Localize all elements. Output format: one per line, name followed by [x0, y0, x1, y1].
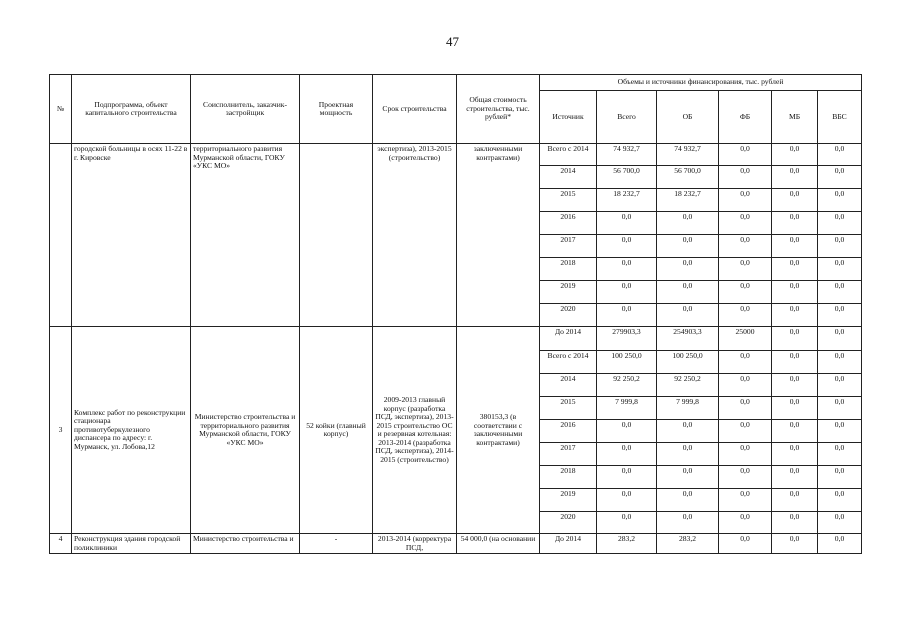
cell-vbs: 0,0: [818, 466, 862, 489]
cell-mb: 0,0: [772, 166, 818, 189]
cell-total: 92 250,2: [597, 374, 657, 397]
cell-mb: 0,0: [772, 212, 818, 235]
cell-source: 2020: [540, 304, 597, 327]
cell-total: 56 700,0: [597, 166, 657, 189]
cell-capacity: -: [300, 534, 373, 554]
header-subprogram: Подпрограмма, объект капитального строительства: [72, 75, 191, 144]
cell-total: 0,0: [597, 304, 657, 327]
header-vbs: ВБС: [818, 91, 862, 144]
cell-object: Комплекс работ по реконструкции стационара противотуберкулезного диспансера по адресу: г. Мурманск, ул. Лобова,12: [72, 327, 191, 534]
cell-mb: 0,0: [772, 512, 818, 534]
cell-cost: заключенными контрактами): [457, 144, 540, 327]
cell-ob: 0,0: [657, 304, 719, 327]
header-capacity: Проектная мощность: [300, 75, 373, 144]
cell-total: 0,0: [597, 443, 657, 466]
cell-mb: 0,0: [772, 189, 818, 212]
cell-mb: 0,0: [772, 443, 818, 466]
table-row: [50, 144, 862, 166]
cell-fb: 0,0: [719, 258, 772, 281]
cell-mb: 0,0: [772, 351, 818, 374]
cell-fb: 0,0: [719, 466, 772, 489]
cell-ob: 100 250,0: [657, 351, 719, 374]
cell-fb: 25000: [719, 327, 772, 351]
cell-no: 4: [50, 534, 72, 554]
cell-source: 2018: [540, 466, 597, 489]
cell-total: 100 250,0: [597, 351, 657, 374]
cell-vbs: 0,0: [818, 512, 862, 534]
cell-fb: 0,0: [719, 489, 772, 512]
cell-fb: 0,0: [719, 144, 772, 166]
cell-fb: 0,0: [719, 212, 772, 235]
cell-fb: 0,0: [719, 374, 772, 397]
cell-mb: 0,0: [772, 235, 818, 258]
cell-fb: 0,0: [719, 235, 772, 258]
cell-mb: 0,0: [772, 144, 818, 166]
cell-ob: 0,0: [657, 212, 719, 235]
cell-total: 7 999,8: [597, 397, 657, 420]
cell-source: 2020: [540, 512, 597, 534]
cell-fb: 0,0: [719, 351, 772, 374]
cell-ob: 74 932,7: [657, 144, 719, 166]
header-ob: ОБ: [657, 91, 719, 144]
cell-fb: 0,0: [719, 397, 772, 420]
cell-ob: 0,0: [657, 281, 719, 304]
cell-source: 2015: [540, 189, 597, 212]
header-executor: Соисполнитель, заказчик-застройщик: [191, 75, 300, 144]
cell-ob: 56 700,0: [657, 166, 719, 189]
cell-total: 74 932,7: [597, 144, 657, 166]
cell-mb: 0,0: [772, 534, 818, 554]
cell-vbs: 0,0: [818, 534, 862, 554]
cell-total: 0,0: [597, 512, 657, 534]
cell-ob: 254903,3: [657, 327, 719, 351]
header-term: Срок строительства: [373, 75, 457, 144]
header-mb: МБ: [772, 91, 818, 144]
table-row: [50, 534, 862, 554]
table-body: [50, 144, 862, 554]
cell-term: экспертиза), 2013-2015 (строительство): [373, 144, 457, 327]
cell-total: 0,0: [597, 489, 657, 512]
cell-fb: 0,0: [719, 281, 772, 304]
cell-vbs: 0,0: [818, 327, 862, 351]
cell-fb: 0,0: [719, 512, 772, 534]
cell-total: 283,2: [597, 534, 657, 554]
cell-executor: территориального развития Мурманской области, ГОКУ «УКС МО»: [191, 144, 300, 327]
cell-mb: 0,0: [772, 466, 818, 489]
cell-total: 0,0: [597, 235, 657, 258]
cell-mb: 0,0: [772, 374, 818, 397]
cell-vbs: 0,0: [818, 258, 862, 281]
header-fb: ФБ: [719, 91, 772, 144]
cell-source: До 2014: [540, 534, 597, 554]
cell-mb: 0,0: [772, 327, 818, 351]
cell-source: Всего с 2014: [540, 144, 597, 166]
table-row: [50, 327, 862, 351]
cell-term: 2009-2013 главный корпус (разработка ПСД, экспертиза), 2013-2015 строительство ОС и резервная котельная: 2013-2014 (разработка ПСД, экспертиза), 2014-2015 (строительство): [373, 327, 457, 534]
header-financing: Объемы и источники финансирования, тыс. рублей: [540, 75, 862, 91]
cell-object: городской больницы в осях 11-22 в г. Кировске: [72, 144, 191, 327]
cell-source: 2014: [540, 374, 597, 397]
cell-ob: 7 999,8: [657, 397, 719, 420]
cell-mb: 0,0: [772, 258, 818, 281]
financing-table: [49, 74, 862, 554]
cell-vbs: 0,0: [818, 397, 862, 420]
cell-mb: 0,0: [772, 397, 818, 420]
cell-fb: 0,0: [719, 166, 772, 189]
cell-source: 2016: [540, 212, 597, 235]
cell-source: 2015: [540, 397, 597, 420]
cell-source: 2017: [540, 443, 597, 466]
cell-total: 0,0: [597, 420, 657, 443]
cell-source: До 2014: [540, 327, 597, 351]
cell-object: Реконструкция здания городской поликлиники: [72, 534, 191, 554]
cell-vbs: 0,0: [818, 374, 862, 397]
cell-source: 2017: [540, 235, 597, 258]
page-number: 47: [446, 34, 459, 49]
cell-vbs: 0,0: [818, 189, 862, 212]
cell-vbs: 0,0: [818, 420, 862, 443]
cell-cost: 54 000,0 (на основании: [457, 534, 540, 554]
cell-no: [50, 144, 72, 327]
cell-fb: 0,0: [719, 534, 772, 554]
cell-source: 2019: [540, 489, 597, 512]
cell-vbs: 0,0: [818, 304, 862, 327]
cell-mb: 0,0: [772, 489, 818, 512]
cell-capacity: 52 койки (главный корпус): [300, 327, 373, 534]
cell-ob: 92 250,2: [657, 374, 719, 397]
cell-ob: 0,0: [657, 420, 719, 443]
cell-fb: 0,0: [719, 189, 772, 212]
cell-cost: 380153,3 (в соответствии с заключенными контрактами): [457, 327, 540, 534]
cell-no: 3: [50, 327, 72, 534]
cell-fb: 0,0: [719, 304, 772, 327]
cell-ob: 0,0: [657, 258, 719, 281]
cell-total: 0,0: [597, 466, 657, 489]
cell-total: 0,0: [597, 212, 657, 235]
cell-ob: 18 232,7: [657, 189, 719, 212]
cell-ob: 283,2: [657, 534, 719, 554]
header-total-cost: Общая стоимость строительства, тыс. рублей*: [457, 75, 540, 144]
cell-term: 2013-2014 (корректура ПСД,: [373, 534, 457, 554]
cell-mb: 0,0: [772, 304, 818, 327]
cell-source: 2014: [540, 166, 597, 189]
cell-ob: 0,0: [657, 443, 719, 466]
header-source: Источник: [540, 91, 597, 144]
cell-total: 0,0: [597, 258, 657, 281]
cell-mb: 0,0: [772, 420, 818, 443]
cell-source: 2016: [540, 420, 597, 443]
cell-vbs: 0,0: [818, 489, 862, 512]
cell-ob: 0,0: [657, 466, 719, 489]
cell-executor: Министерство строительства и: [191, 534, 300, 554]
cell-vbs: 0,0: [818, 235, 862, 258]
cell-vbs: 0,0: [818, 443, 862, 466]
cell-ob: 0,0: [657, 512, 719, 534]
cell-vbs: 0,0: [818, 144, 862, 166]
cell-vbs: 0,0: [818, 212, 862, 235]
cell-mb: 0,0: [772, 281, 818, 304]
cell-fb: 0,0: [719, 443, 772, 466]
header-total: Всего: [597, 91, 657, 144]
cell-source: 2018: [540, 258, 597, 281]
cell-vbs: 0,0: [818, 351, 862, 374]
cell-vbs: 0,0: [818, 281, 862, 304]
cell-vbs: 0,0: [818, 166, 862, 189]
cell-total: 279903,3: [597, 327, 657, 351]
cell-total: 18 232,7: [597, 189, 657, 212]
cell-source: 2019: [540, 281, 597, 304]
cell-fb: 0,0: [719, 420, 772, 443]
header-no: №: [50, 75, 72, 144]
cell-ob: 0,0: [657, 235, 719, 258]
cell-source: Всего с 2014: [540, 351, 597, 374]
cell-ob: 0,0: [657, 489, 719, 512]
cell-executor: Министерство строительства и территориального развития Мурманской области, ГОКУ «УКС МО»: [191, 327, 300, 534]
cell-capacity: [300, 144, 373, 327]
cell-total: 0,0: [597, 281, 657, 304]
